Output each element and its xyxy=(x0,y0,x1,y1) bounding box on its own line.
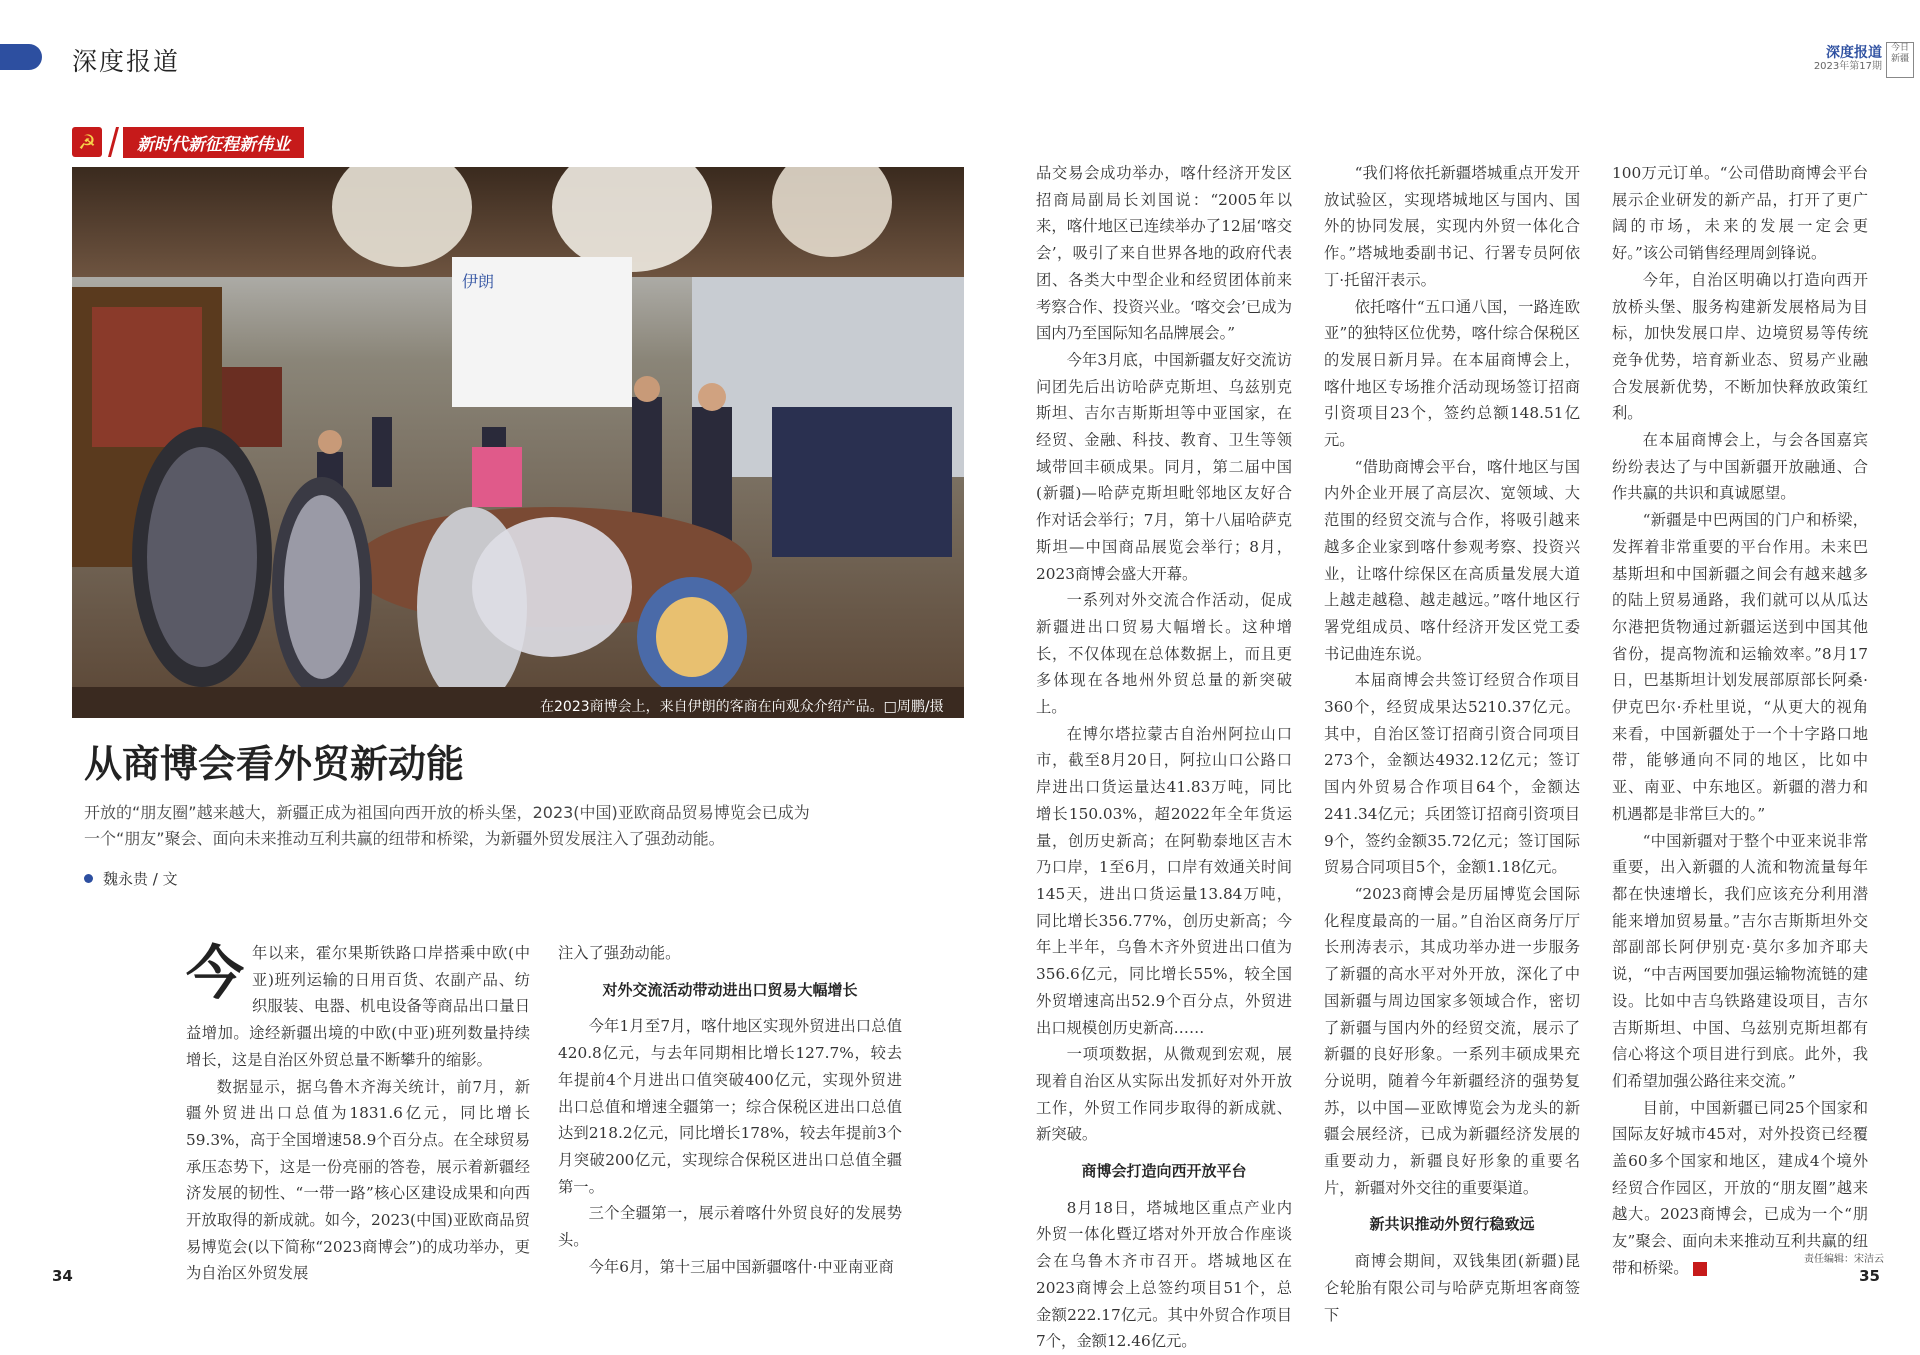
text-column-4 xyxy=(1324,160,1580,1328)
paragraph: 注入了强劲动能。 xyxy=(558,944,681,962)
paragraph: 数据显示，据乌鲁木齐海关统计，前7月，新疆外贸进出口总值为1831.6亿元，同比增长59.3%，高于全国增速58.9个百分点。在全球贸易承压态势下，这是一份亮丽的答卷，展示着新疆经济发展的韧性、“一带一路”核心区建设成果和向西开放取得的新成就。如今，2023(中国)亚欧商品贸易博览会(以下简称“2023商博会”)的成功举办，更为自治区外贸发展 xyxy=(186,1077,530,1283)
text-column-2 xyxy=(558,940,902,1280)
magazine-logo: 今日新疆 xyxy=(1886,42,1914,78)
author-byline xyxy=(84,868,178,889)
paragraph: “2023商博会是历届博览会国际化程度最高的一届。”自治区商务厅厅长刑涛表示，其成功举办进一步服务了新疆的高水平对外开放，深化了中国新疆与周边国家多领域合作，密切了新疆与国内外的经贸交流，展示了新疆的良好形象。一系列丰硕成果充分说明，随着今年新疆经济的强势复苏，以中国—亚欧博览会为龙头的新疆会展经济，已成为新疆经济发展的重要动力，新疆良好形象的重要名片，新疆对外交往的重要渠道。 xyxy=(1324,884,1580,1197)
subheading: 商博会打造向西开放平台 xyxy=(1081,1162,1247,1181)
paragraph: “借助商博会平台，喀什地区与国内外企业开展了高层次、宽领域、大范围的经贸交流与合作，将吸引越来越多企业家到喀什参观考察、投资兴业，让喀什综保区在高质量发展大道上越走越稳、越走越远。”喀什地区行署党组成员、喀什经济开发区党工委书记曲连东说。 xyxy=(1324,457,1580,663)
paragraph: “我们将依托新疆塔城重点开发开放试验区，实现塔城地区与国内、国外的协同发展，实现内外贸一体化合作。”塔城地委副书记、行署专员阿依丁·托留汗表示。 xyxy=(1324,164,1580,289)
photo-caption: 在2023商博会上，来自伊朗的客商在向观众介绍产品。□周鹏/摄 xyxy=(540,699,944,715)
text-column-3 xyxy=(1036,160,1292,1355)
issue-number: 2023年第17期 xyxy=(1813,61,1882,72)
section-banner xyxy=(72,126,304,158)
section-title-left: 深度报道 xyxy=(72,47,181,76)
page-number-left: 34 xyxy=(52,1267,73,1285)
final-paragraph-text: 目前，中国新疆已同25个国家和国际友好城市45对，对外投资已经覆盖60多个国家和地区，建成4个境外经贸合作园区，开放的“朋友圈”越来越大。2023商博会，已成为一个“朋友”聚会、面向未来推动互利共赢的纽带和桥梁。 xyxy=(1612,1098,1868,1277)
text-column-5 xyxy=(1612,160,1868,1282)
paragraph: 商博会期间，双钱集团(新疆)昆仑轮胎有限公司与哈萨克斯坦客商签下 xyxy=(1324,1252,1580,1324)
drop-cap: 今 xyxy=(186,939,245,1007)
party-emblem-icon: ☭ xyxy=(72,127,102,157)
article-headline: 从商博会看外贸新动能 xyxy=(84,742,465,786)
paragraph: 一项项数据，从微观到宏观，展现着自治区从实际出发抓好对外开放工作，外贸工作同步取得的新成就、新突破。 xyxy=(1036,1045,1292,1144)
paragraph: 100万元订单。“公司借助商博会平台展示企业研发的新产品，打开了更广阔的市场，未来的发展一定会更好。”该公司销售经理周剑锋说。 xyxy=(1612,164,1868,263)
subheading: 对外交流活动带动进出口贸易大幅增长 xyxy=(602,980,858,999)
paragraph: 今年6月，第十三届中国新疆喀什·中亚南亚商 xyxy=(588,1257,894,1276)
paragraph: 品交易会成功举办，喀什经济开发区招商局副局长刘国说：“2005年以来，喀什地区已连续举办了12届‘喀交会’，吸引了来自世界各地的政府代表团、各类大中型企业和经贸团体前来考察合作、投资兴业。‘喀交会’已成为国内乃至国际知名品牌展会。” xyxy=(1036,164,1292,343)
article-lead: 开放的“朋友圈”越来越大，新疆正成为祖国向西开放的桥头堡，2023(中国)亚欧商品贸易博览会已成为一个“朋友”聚会、面向未来推动互利共赢的纽带和桥梁，为新疆外贸发展注入了强劲动能。 xyxy=(84,803,810,848)
paragraph: 今年3月底，中国新疆友好交流访问团先后出访哈萨克斯坦、乌兹别克斯坦、吉尔吉斯斯坦等中亚国家，在经贸、金融、科技、教育、卫生等领域带回丰硕成果。同月，第二届中国(新疆)—哈萨克斯坦毗邻地区友好合作对话会举行；7月，第十八届哈萨克斯坦—中国商品展览会举行；8月，2023商博会盛大开幕。 xyxy=(1036,350,1292,583)
paragraph: “新疆是中巴两国的门户和桥梁，发挥着非常重要的平台作用。未来巴基斯坦和中国新疆之间会有越来越多的陆上贸易通路，我们就可以从瓜达尔港把货物通过新疆运送到中国其他省份，提高物流和运输效率。”8月17日，巴基斯坦计划发展部原部长阿桑·伊克巴尔·乔杜里说，“从更大的视角来看，中国新疆处于一个十字路口地带，能够通向不同的地区，比如中亚、南亚、中东地区。新疆的潜力和机遇都是非常巨大的。” xyxy=(1612,511,1868,823)
paragraph: 一系列对外交流合作活动，促成新疆进出口贸易大幅增长。这种增长，不仅体现在总体数据上，而且更多体现在各地州外贸总量的新突破上。 xyxy=(1036,591,1292,717)
article-photo xyxy=(72,167,964,718)
paragraph: 在博尔塔拉蒙古自治州阿拉山口市，截至8月20日，阿拉山口公路口岸进出口货运量达41.83万吨，同比增长150.03%，超2022年全年货运量，创历史新高；在阿勒泰地区吉木乃口岸，1至6月，口岸有效通关时间145天，进出口货运量13.84万吨，同比增长356.77%，创历史新高；今年上半年，乌鲁木齐外贸进出口值为356.6亿元，同比增长55%，较全国外贸增速高出52.9个百分点，外贸进出口规模创历史新高…… xyxy=(1036,724,1292,1037)
header-tab-marker xyxy=(0,44,42,70)
paragraph: 在本届商博会上，与会各国嘉宾纷纷表达了与中国新疆开放融通、合作共赢的共识和真诚愿望。 xyxy=(1612,431,1868,503)
paragraph: 8月18日，塔城地区重点产业内外贸一体化暨辽塔对外开放合作座谈会在乌鲁木齐市召开。塔城地区在2023商博会上总签约项目51个，总金额222.17亿元。其中外贸合作项目7个，金额12.46亿元。 xyxy=(1036,1198,1292,1351)
banner-divider xyxy=(108,127,119,157)
paragraph: 年以来，霍尔果斯铁路口岸搭乘中欧(中亚)班列运输的日用百货、农副产品、纺织服装、电器、机电设备等商品出口量日益增加。途经新疆出境的中欧(中亚)班列数量持续增长，这是自治区外贸总量不断攀升的缩影。 xyxy=(186,944,530,1069)
editor-credit: 责任编辑：宋洁云 xyxy=(1804,1254,1884,1265)
end-mark-icon xyxy=(1693,1262,1707,1276)
page-number-right: 35 xyxy=(1859,1267,1880,1285)
paragraph: 依托喀什“五口通八国，一路连欧亚”的独特区位优势，喀什综合保税区的发展日新月异。在本届商博会上，喀什地区专场推介活动现场签订招商引资项目23个，签约总额148.51亿元。 xyxy=(1324,297,1580,450)
paragraph: 本届商博会共签订经贸合作项目360个，经贸成果达5210.37亿元。其中，自治区签订招商引资合同项目273个，金额达4932.12亿元；签订国内外贸易合作项目64个，金额达241.34亿元；兵团签订招商引资项目9个，签约金额35.72亿元；签订国际贸易合同项目5个，金额1.18亿元。 xyxy=(1324,671,1580,877)
section-banner-label: 新时代新征程新伟业 xyxy=(123,127,304,158)
author-name: 魏永贵 / 文 xyxy=(103,870,178,888)
byline-dot-icon xyxy=(84,874,93,883)
paragraph: 今年，自治区明确以打造向西开放桥头堡、服务构建新发展格局为目标，加快发展口岸、边境贸易等传统竞争优势，培育新业态、贸易产业融合发展新优势，不断加快释放政策红利。 xyxy=(1612,270,1868,423)
svg-text:伊朗: 伊朗 xyxy=(462,272,495,291)
text-column-1 xyxy=(186,940,530,1287)
section-title-right: 深度报道 xyxy=(1826,45,1882,61)
subheading: 新共识推动外贸行稳致远 xyxy=(1369,1215,1535,1234)
paragraph: 今年1月至7月，喀什地区实现外贸进出口总值420.8亿元，与去年同期相比增长127.7%，较去年提前4个月进出口值突破400亿元，实现外贸进出口总值和增速全疆第一；综合保税区进出口总值达到218.2亿元，同比增长178%，较去年提前3个月突破200亿元，实现综合保税区进出口总值全疆第一。 xyxy=(558,1017,902,1196)
paragraph: 三个全疆第一，展示着喀什外贸良好的发展势头。 xyxy=(558,1204,902,1250)
paragraph: “中国新疆对于整个中亚来说非常重要，出入新疆的人流和物流量每年都在快速增长，我们应该充分利用潜能来增加贸易量。”吉尔吉斯斯坦外交部副部长阿伊别克·莫尔多加齐耶夫说，“中吉两国要加强运输物流链的建设。比如中吉乌铁路建设项目，吉尔吉斯斯坦、中国、乌兹别克斯坦都有信心将这个项目进行到底。此外，我们希望加强公路往来交流。” xyxy=(1612,831,1868,1090)
header-right xyxy=(1814,46,1882,74)
expo-scene-image xyxy=(72,167,964,718)
